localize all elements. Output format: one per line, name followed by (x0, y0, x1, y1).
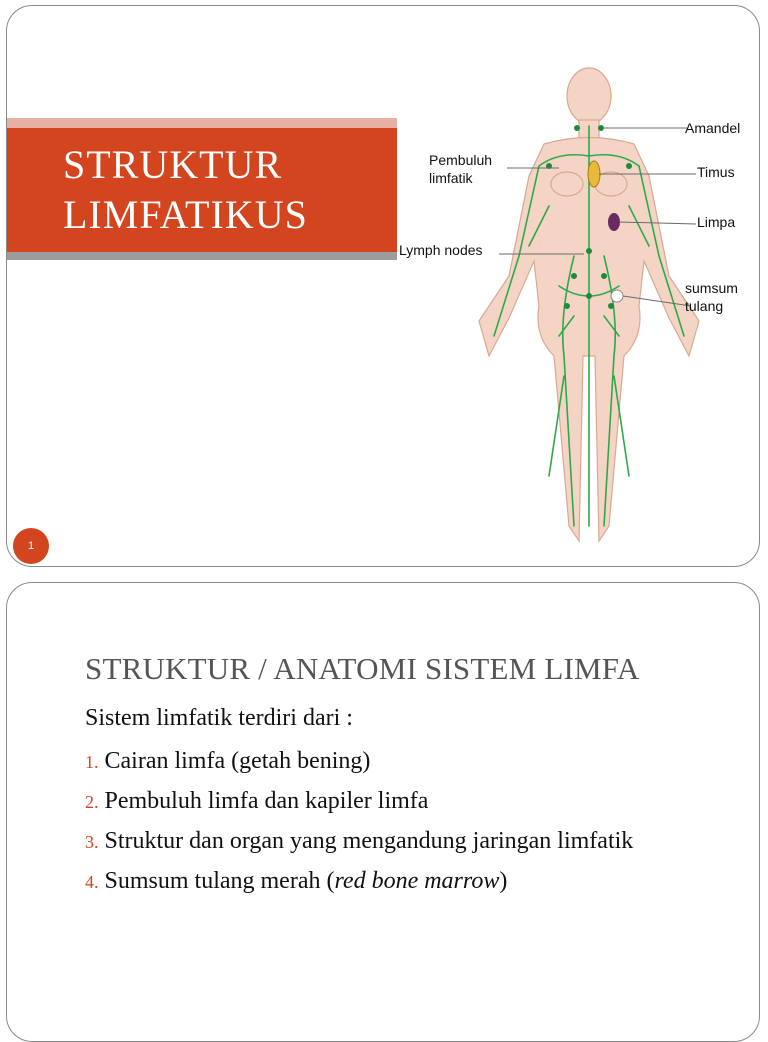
label-limpa: Limpa (697, 214, 736, 230)
list-item (85, 821, 633, 861)
list-item-number: 2. (85, 792, 99, 812)
list-item (85, 741, 633, 781)
label-sumsum-line-2: tulang (685, 298, 724, 314)
list-item-text: Pembuluh limfa dan kapiler limfa (104, 788, 429, 814)
label-amandel: Amandel (685, 120, 741, 136)
label-pembuluh-line-2: limfatik (429, 170, 473, 186)
slide-2 (6, 582, 760, 1042)
slide-title-line-1: STRUKTUR (63, 142, 283, 187)
list-item-number: 3. (85, 832, 99, 852)
slide-title (63, 140, 363, 240)
slide-1 (6, 5, 760, 567)
page-number-badge: 1 (13, 528, 49, 564)
lymph-vessels (494, 126, 684, 526)
bone-marrow-marker (611, 290, 623, 302)
slide-2-intro: Sistem limfatik terdiri dari : (85, 705, 353, 731)
list-item-text: Struktur dan organ yang mengandung jaringan limfatik (104, 828, 634, 854)
list-item-text-before: Sumsum tulang merah ( (104, 868, 335, 894)
list-item-number: 1. (85, 752, 99, 772)
title-band-top-stripe (7, 118, 397, 128)
list-item-number: 4. (85, 872, 99, 892)
list-item (85, 861, 633, 901)
list-item-text-italic: red bone marrow (334, 868, 500, 894)
list-item-text: Cairan limfa (getah bening) (104, 748, 371, 774)
label-lymph-nodes: Lymph nodes (399, 242, 483, 258)
component-list (85, 741, 633, 901)
title-band-bottom-stripe (7, 252, 397, 260)
label-pembuluh-line-1: Pembuluh (429, 152, 493, 168)
label-timus: Timus (697, 164, 735, 180)
slide-2-title: STRUKTUR / ANATOMI SISTEM LIMFA (85, 651, 640, 686)
thymus-organ (588, 161, 600, 187)
list-item-text-after: ) (499, 868, 508, 894)
spleen-organ (608, 213, 620, 231)
slide-title-line-2: LIMFATIKUS (63, 192, 308, 237)
label-sumsum-line-1: sumsum (685, 280, 738, 296)
list-item (85, 781, 633, 821)
